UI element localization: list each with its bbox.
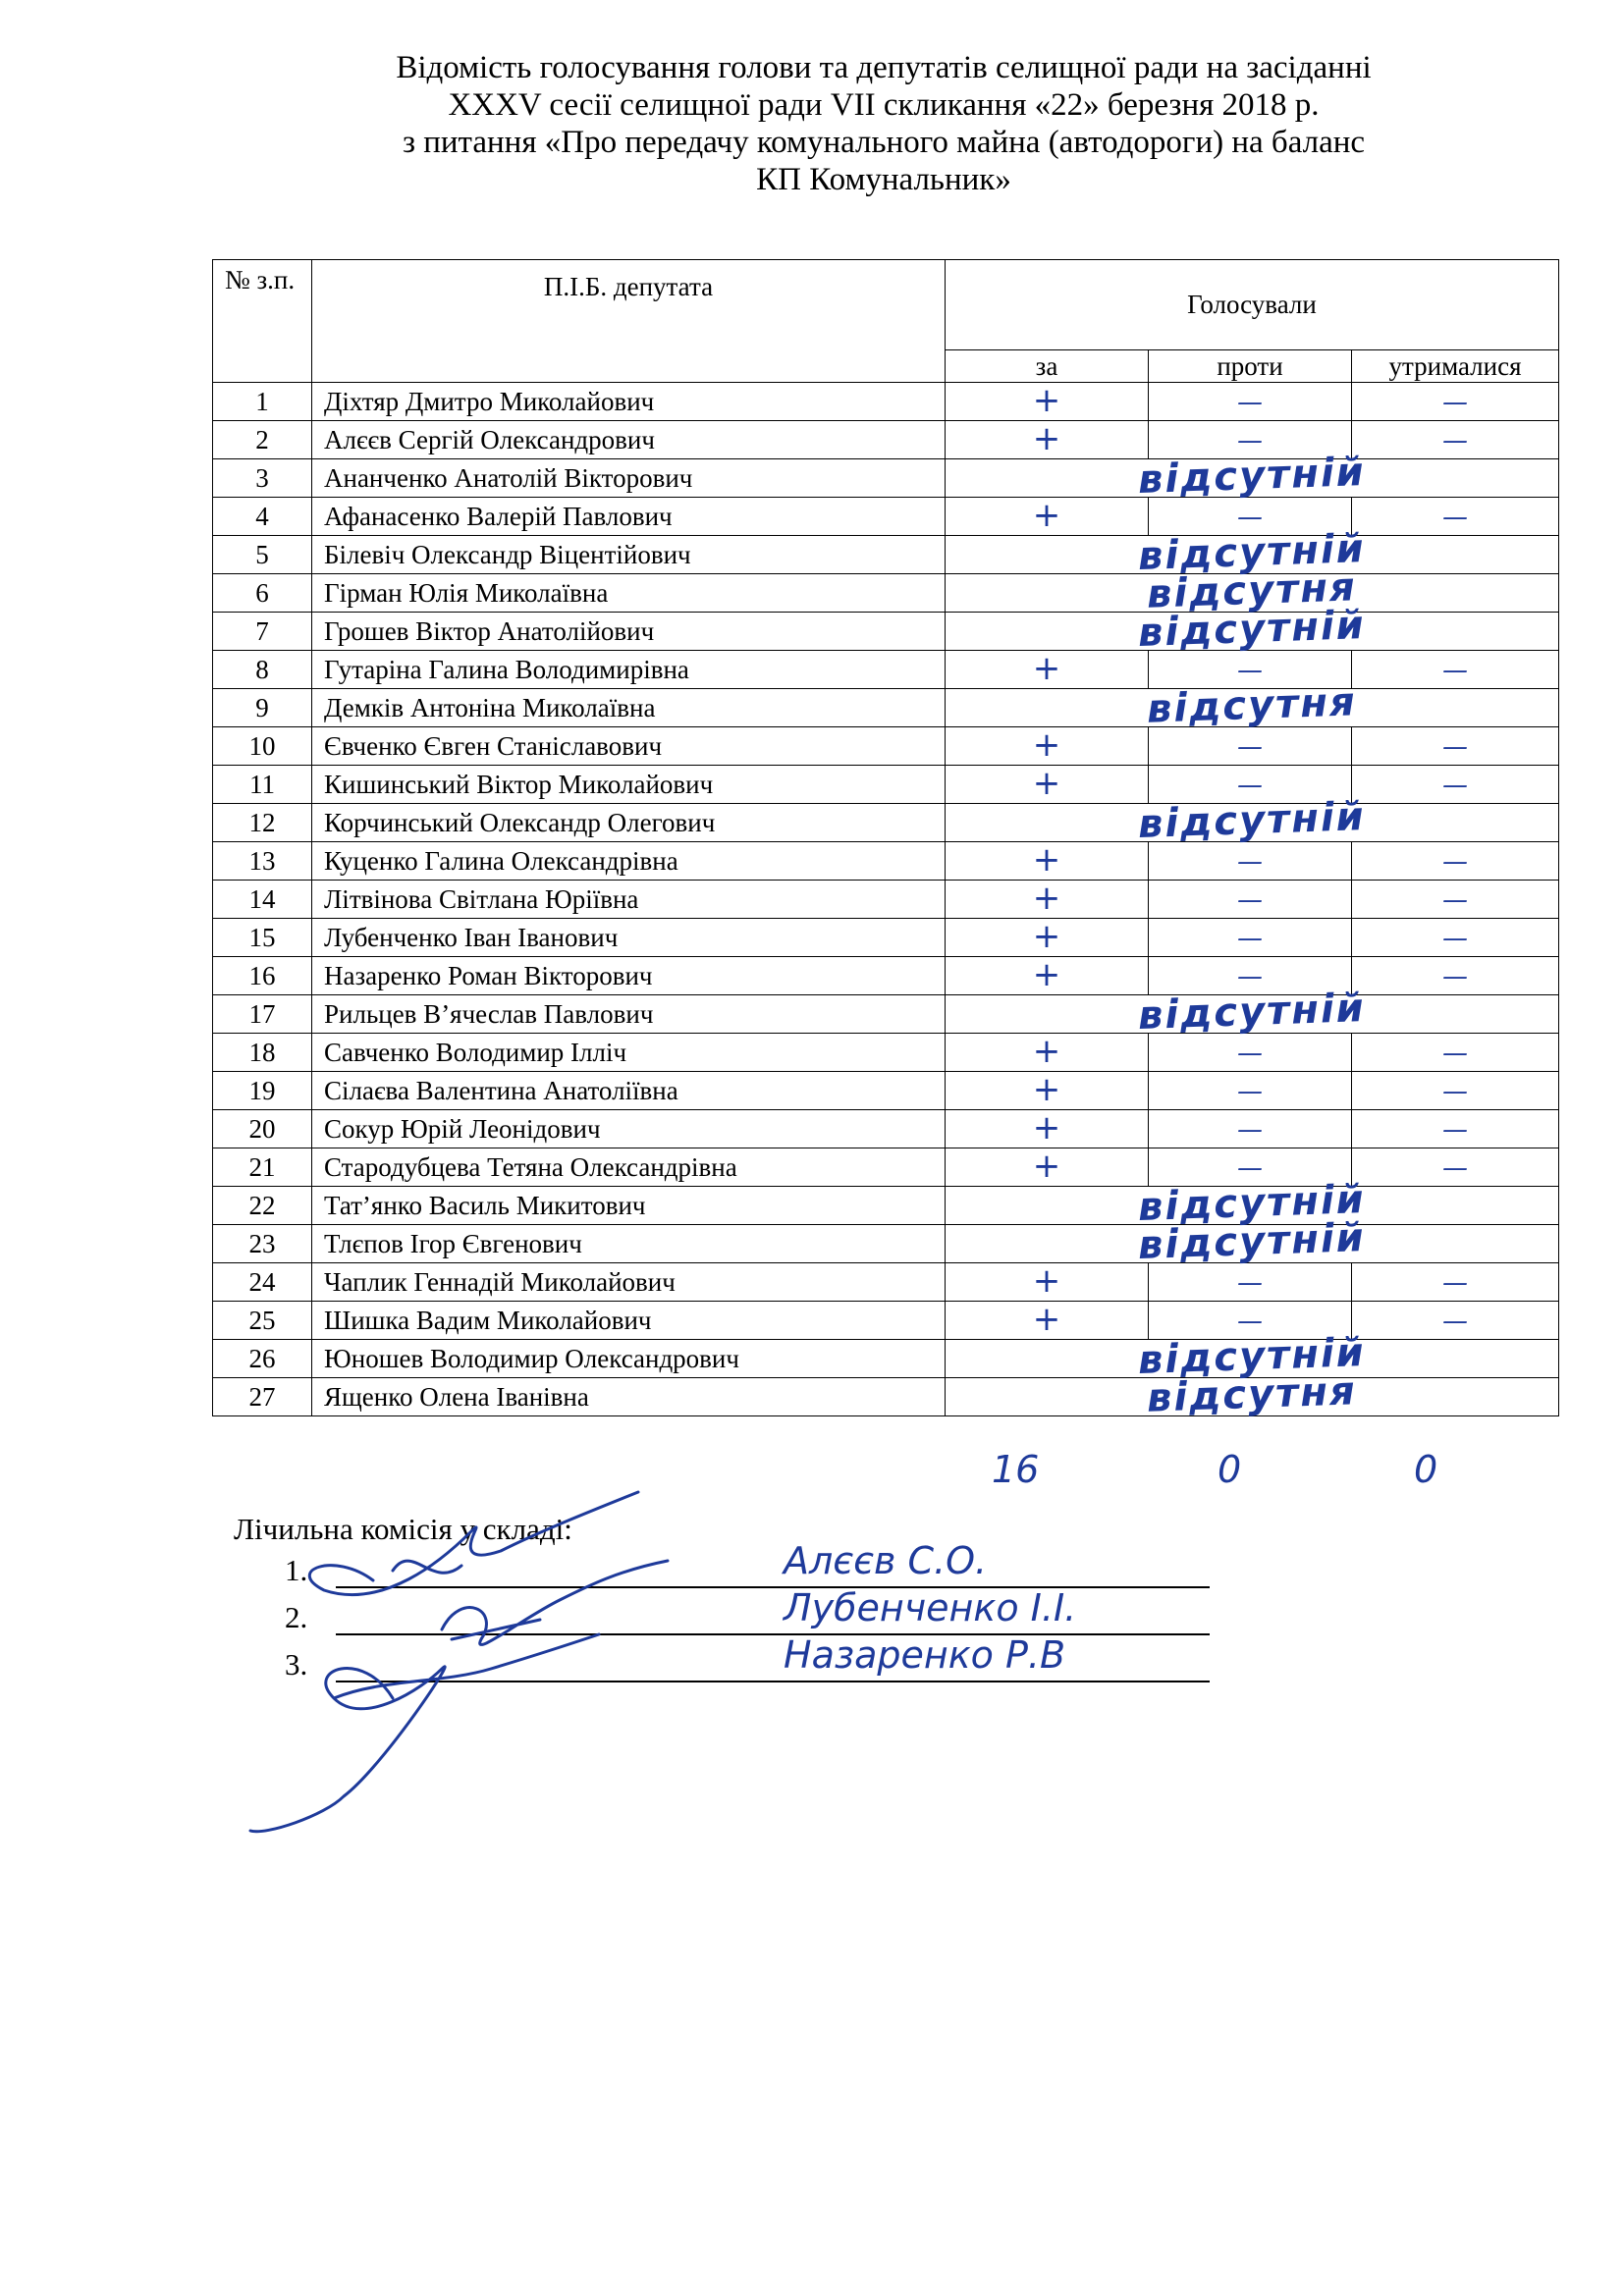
deputy-name: Літвінова Світлана Юріївна (312, 881, 946, 919)
deputy-name: Тлєпов Ігор Євгенович (312, 1225, 946, 1263)
row-number: 14 (213, 881, 312, 919)
table-row (213, 459, 1559, 498)
member-index: 1. (285, 1553, 308, 1587)
table-row (213, 1110, 1559, 1148)
header-proty: проти (1149, 349, 1352, 382)
table-row (213, 842, 1559, 881)
vote-utr-mark: — (1442, 1152, 1468, 1183)
vote-utr-mark: — (1442, 1076, 1468, 1106)
vote-utr-mark: — (1442, 731, 1468, 762)
vote-utr-mark: — (1442, 387, 1468, 417)
title-line: XXXV сесії селищної ради VII скликання «22» березня 2018 р. (448, 87, 1320, 123)
table-row (213, 727, 1559, 766)
deputy-name: Куценко Галина Олександрівна (312, 842, 946, 881)
vote-proty-mark: — (1237, 770, 1263, 800)
table-row (213, 995, 1559, 1034)
vote-proty-mark: — (1237, 884, 1263, 915)
row-number: 5 (213, 536, 312, 574)
row-number: 24 (213, 1263, 312, 1302)
vote-proty-mark: — (1237, 961, 1263, 991)
table-row (213, 383, 1559, 421)
vote-utr-mark: — (1442, 846, 1468, 877)
row-number: 9 (213, 689, 312, 727)
deputy-name: Грошев Віктор Анатолійович (312, 613, 946, 651)
header-number: № з.п. (213, 260, 312, 383)
vote-proty-mark: — (1237, 1114, 1263, 1145)
deputy-name: Афанасенко Валерій Павлович (312, 498, 946, 536)
table-row (213, 651, 1559, 689)
deputy-name: Тат’янко Василь Микитович (312, 1187, 946, 1225)
vote-proty-mark: — (1237, 387, 1263, 417)
vote-utr-mark: — (1442, 961, 1468, 991)
vote-proty-mark: — (1237, 1076, 1263, 1106)
deputy-name: Шишка Вадим Миколайович (312, 1302, 946, 1340)
deputy-name: Стародубцева Тетяна Олександрівна (312, 1148, 946, 1187)
deputy-name: Ященко Олена Іванівна (312, 1378, 946, 1416)
row-number: 3 (213, 459, 312, 498)
row-number: 15 (213, 919, 312, 957)
absent-mark: відсутня (1146, 1367, 1358, 1421)
absent-mark: відсутня (1146, 678, 1358, 732)
deputy-name: Корчинський Олександр Олегович (312, 804, 946, 842)
handwritten-signatures (245, 1472, 854, 1845)
vote-za-mark: + (1032, 495, 1061, 535)
deputy-name: Євченко Євген Станіславович (312, 727, 946, 766)
vote-utr-mark: — (1442, 884, 1468, 915)
deputy-name: Сілаєва Валентина Анатоліївна (312, 1072, 946, 1110)
absent-mark: відсутній (1137, 1176, 1367, 1230)
title-line: Відомість голосування голови та депутатів селищної ради на засіданні (396, 50, 1372, 85)
vote-utr-mark: — (1442, 655, 1468, 685)
header-name: П.І.Б. депутата (312, 260, 946, 383)
row-number: 27 (213, 1378, 312, 1416)
signature-3 (250, 1634, 599, 1832)
row-number: 2 (213, 421, 312, 459)
vote-utr-mark: — (1442, 923, 1468, 953)
vote-za-mark: + (1032, 1299, 1061, 1339)
row-number: 20 (213, 1110, 312, 1148)
vote-za-mark: + (1032, 839, 1061, 880)
deputy-name: Гутаріна Галина Володимирівна (312, 651, 946, 689)
absent-mark: відсутній (1137, 1214, 1367, 1268)
vote-za-mark: + (1032, 724, 1061, 765)
vote-proty-mark: — (1237, 731, 1263, 762)
vote-proty-mark: — (1237, 425, 1263, 455)
vote-utr-mark: — (1442, 1306, 1468, 1336)
signature-1 (309, 1492, 638, 1595)
vote-proty-mark: — (1237, 1306, 1263, 1336)
row-number: 21 (213, 1148, 312, 1187)
deputy-name: Чаплик Геннадій Миколайович (312, 1263, 946, 1302)
table-row (213, 536, 1559, 574)
vote-za-mark: + (1032, 1069, 1061, 1109)
absent-mark: відсутній (1137, 449, 1367, 503)
table-row (213, 689, 1559, 727)
row-number: 13 (213, 842, 312, 881)
deputy-name: Савченко Володимир Ілліч (312, 1034, 946, 1072)
vote-utr-mark: — (1442, 425, 1468, 455)
table-row (213, 881, 1559, 919)
table-row (213, 1072, 1559, 1110)
row-number: 7 (213, 613, 312, 651)
commission-label: Лічильна комісія у складі: (234, 1512, 572, 1546)
vote-utr-mark: — (1442, 1114, 1468, 1145)
row-number: 11 (213, 766, 312, 804)
vote-utr-mark: — (1442, 770, 1468, 800)
row-number: 6 (213, 574, 312, 613)
deputy-name: Назаренко Роман Вікторович (312, 957, 946, 995)
table-row (213, 1378, 1559, 1416)
vote-za-mark: + (1032, 1146, 1061, 1186)
vote-proty-mark: — (1237, 1152, 1263, 1183)
voting-table (212, 259, 1559, 1421)
member-index: 3. (285, 1647, 308, 1682)
signature-2 (442, 1561, 668, 1644)
table-row (213, 1034, 1559, 1072)
row-number: 12 (213, 804, 312, 842)
deputy-name: Гірман Юлія Миколаївна (312, 574, 946, 613)
vote-za-mark: + (1032, 1031, 1061, 1071)
row-number: 10 (213, 727, 312, 766)
absent-mark: відсутня (1146, 563, 1358, 617)
table-row (213, 1263, 1559, 1302)
deputy-name: Лубенченко Іван Іванович (312, 919, 946, 957)
total-proty: 0 (1218, 1448, 1242, 1491)
row-number: 26 (213, 1340, 312, 1378)
table-row (213, 613, 1559, 651)
vote-proty-mark: — (1237, 1267, 1263, 1298)
vote-proty-mark: — (1237, 655, 1263, 685)
absent-mark: відсутній (1137, 525, 1367, 579)
row-number: 4 (213, 498, 312, 536)
vote-utr-mark: — (1442, 1038, 1468, 1068)
row-number: 17 (213, 995, 312, 1034)
vote-za-mark: + (1032, 916, 1061, 956)
row-number: 23 (213, 1225, 312, 1263)
deputy-name: Кишинський Віктор Миколайович (312, 766, 946, 804)
table-row (213, 1225, 1559, 1263)
vote-za-mark: + (1032, 763, 1061, 803)
header-utrymalysia: утрималися (1352, 349, 1559, 382)
vote-za-mark: + (1032, 878, 1061, 918)
row-number: 19 (213, 1072, 312, 1110)
total-za: 16 (992, 1448, 1040, 1491)
row-number: 16 (213, 957, 312, 995)
table-row (213, 1340, 1559, 1378)
table-row (213, 804, 1559, 842)
title-line: з питання «Про передачу комунального майна (автодороги) на баланс (402, 125, 1366, 160)
table-body (213, 380, 1559, 1421)
total-utrymalysia: 0 (1414, 1448, 1438, 1491)
document-title (196, 49, 1571, 198)
absent-mark: відсутній (1137, 1329, 1367, 1383)
deputy-name: Діхтяр Дмитро Миколайович (312, 383, 946, 421)
deputy-name: Юношев Володимир Олександрович (312, 1340, 946, 1378)
row-number: 25 (213, 1302, 312, 1340)
deputy-name: Алєєв Сергій Олександрович (312, 421, 946, 459)
deputy-name: Ананченко Анатолій Вікторович (312, 459, 946, 498)
absent-mark: відсутній (1137, 602, 1367, 656)
header-voted: Голосували (946, 260, 1559, 350)
vote-za-mark: + (1032, 380, 1061, 420)
member-index: 2. (285, 1600, 308, 1634)
deputy-name: Демків Антоніна Миколаївна (312, 689, 946, 727)
header-za: за (946, 349, 1149, 382)
deputy-name: Рильцев В’ячеслав Павлович (312, 995, 946, 1034)
title-line: КП Комунальник» (756, 162, 1011, 197)
row-number: 1 (213, 383, 312, 421)
vote-za-mark: + (1032, 418, 1061, 458)
absent-mark: відсутній (1137, 985, 1367, 1039)
table-row (213, 919, 1559, 957)
deputy-name: Сокур Юрій Леонідович (312, 1110, 946, 1148)
vote-za-mark: + (1032, 954, 1061, 994)
deputy-name: Білевіч Олександр Віцентійович (312, 536, 946, 574)
row-number: 18 (213, 1034, 312, 1072)
row-number: 22 (213, 1187, 312, 1225)
vote-proty-mark: — (1237, 923, 1263, 953)
member-name: Алєєв С.О. (784, 1539, 988, 1582)
vote-za-mark: + (1032, 1260, 1061, 1301)
vote-za-mark: + (1032, 648, 1061, 688)
vote-proty-mark: — (1237, 1038, 1263, 1068)
vote-utr-mark: — (1442, 1267, 1468, 1298)
member-name: Назаренко Р.В (784, 1633, 1066, 1677)
row-number: 8 (213, 651, 312, 689)
absent-mark: відсутній (1137, 793, 1367, 847)
vote-za-mark: + (1032, 1107, 1061, 1148)
vote-utr-mark: — (1442, 502, 1468, 532)
vote-proty-mark: — (1237, 502, 1263, 532)
member-name: Лубенченко І.І. (784, 1586, 1077, 1629)
vote-proty-mark: — (1237, 846, 1263, 877)
